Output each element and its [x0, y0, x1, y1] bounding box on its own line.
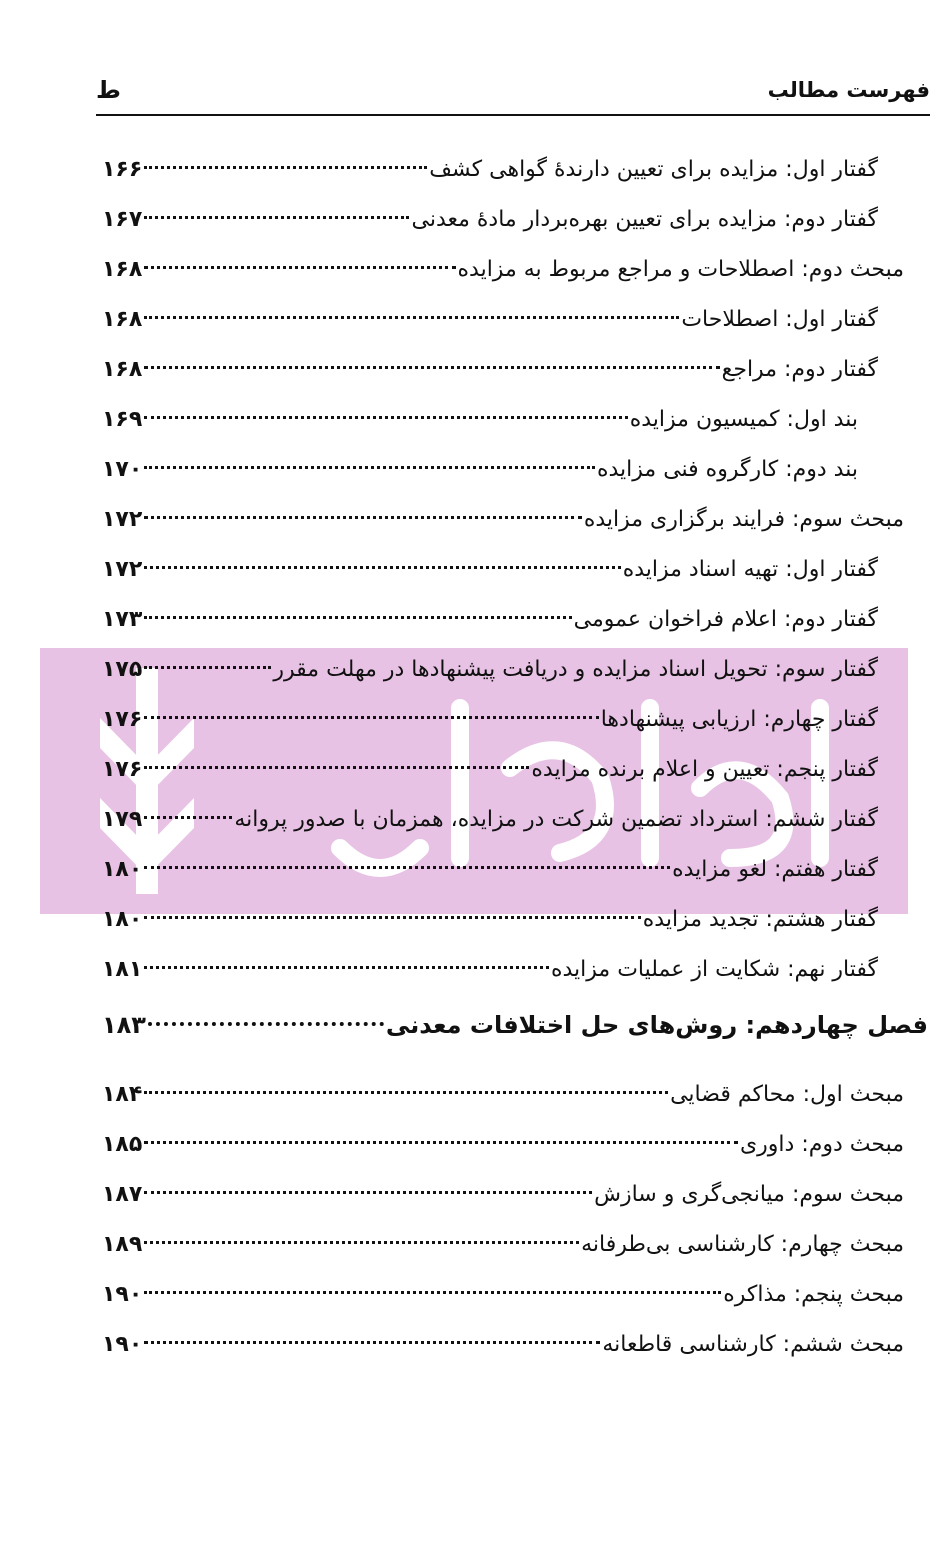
toc-page-number: ۱۷۶ — [102, 757, 143, 782]
toc-page-number: ۱۸۷ — [102, 1182, 143, 1207]
toc-page-number: ۱۷۰ — [102, 457, 143, 482]
toc-entry — [102, 246, 904, 282]
toc-dot-leader — [144, 646, 271, 676]
toc-entry-label: گفتار هفتم: لغو مزایده — [672, 857, 878, 882]
toc-entry-label: مبحث پنجم: مذاکره — [723, 1282, 904, 1307]
toc-entry-label: گفتار نهم: شکایت از عملیات مزایده — [550, 957, 878, 982]
toc-entry — [102, 846, 878, 882]
toc-dot-leader — [144, 446, 595, 476]
toc-entry — [102, 346, 878, 382]
toc-entry-label: گفتار دوم: مزایده برای تعیین بهره‌بردار مادهٔ معدنی — [411, 207, 878, 232]
toc-dot-leader — [144, 546, 620, 576]
toc-entry-label: مبحث سوم: فرایند برگزاری مزایده — [583, 507, 904, 532]
toc-entry-label: گفتار ششم: استرداد تضمین شرکت در مزایده، همزمان با صدور پروانه — [234, 807, 878, 832]
toc-dot-leader — [144, 246, 455, 276]
toc-entry — [102, 196, 878, 232]
toc-dot-leader — [144, 496, 582, 526]
toc-entry — [102, 1121, 904, 1157]
toc-entry-label: مبحث چهارم: کارشناسی بی‌طرفانه — [581, 1232, 904, 1257]
toc-entry-label: گفتار هشتم: تجدید مزایده — [642, 907, 878, 932]
toc-dot-leader — [144, 696, 598, 726]
toc-entry — [102, 746, 878, 782]
toc-dot-leader — [144, 346, 719, 376]
toc-entry-label: گفتار اول: مزایده برای تعیین دارندهٔ گواهی کشف — [429, 157, 878, 182]
toc-entry-label: گفتار دوم: اعلام فراخوان عمومی — [573, 607, 878, 632]
toc-entry — [102, 796, 878, 832]
toc-page-number: ۱۸۵ — [102, 1132, 143, 1157]
toc-entry — [102, 1271, 904, 1307]
toc-entry — [102, 1171, 904, 1207]
toc-entry — [102, 946, 878, 982]
toc-dot-leader — [144, 1321, 600, 1351]
toc-page-number: ۱۹۰ — [102, 1332, 143, 1357]
toc-page-number: ۱۷۲ — [102, 507, 143, 532]
toc-entry-label: گفتار اول: تهیه اسناد مزایده — [622, 557, 878, 582]
toc-page-number: ۱۷۳ — [102, 607, 143, 632]
toc-entry-label: گفتار دوم: مراجع — [721, 357, 878, 382]
toc-entry-label: گفتار اول: اصطلاحات — [681, 307, 878, 332]
toc-page-number: ۱۸۰ — [102, 907, 143, 932]
toc-entry-label: مبحث اول: محاکم قضایی — [670, 1082, 904, 1107]
toc-entry — [102, 1071, 904, 1107]
toc-entry — [102, 896, 878, 932]
toc-entry — [102, 1221, 904, 1257]
toc-entry-label: مبحث دوم: اصطلاحات و مراجع مربوط به مزایده — [457, 257, 904, 282]
toc-page-number: ۱۸۳ — [102, 1011, 146, 1039]
toc-entry-label: گفتار چهارم: ارزیابی پیشنهادها — [600, 707, 878, 732]
toc-dot-leader — [144, 196, 409, 226]
toc-dot-leader — [144, 896, 640, 926]
toc-dot-leader — [144, 1121, 738, 1151]
toc-entry — [102, 496, 904, 532]
toc-chapter-row — [102, 1003, 928, 1039]
toc-entry-label: مبحث سوم: میانجی‌گری و سازش — [594, 1182, 904, 1207]
toc-dot-leader — [144, 396, 627, 426]
toc-entry-label: بند اول: کمیسیون مزایده — [629, 407, 858, 432]
toc-entry — [102, 546, 878, 582]
toc-entry — [102, 396, 858, 432]
page-header-title: فهرست مطالب — [767, 78, 930, 102]
page-header-letter: ط — [96, 76, 121, 104]
toc-page-number: ۱۶۹ — [102, 407, 143, 432]
toc-page-number: ۱۶۶ — [102, 157, 143, 182]
toc-page-number: ۱۶۸ — [102, 307, 143, 332]
toc-entry — [102, 296, 878, 332]
toc-page-number: ۱۷۵ — [102, 657, 143, 682]
toc-page-number: ۱۶۷ — [102, 207, 143, 232]
toc-entry-label: گفتار سوم: تحویل اسناد مزایده و دریافت پیشنهادها در مهلت مقرر — [273, 657, 878, 682]
toc-page-number: ۱۸۱ — [102, 957, 143, 982]
toc-entry — [102, 696, 878, 732]
toc-dot-leader — [144, 846, 670, 876]
toc-page-number: ۱۷۶ — [102, 707, 143, 732]
toc-dot-leader — [144, 1171, 592, 1201]
toc-page-number: ۱۶۸ — [102, 257, 143, 282]
toc-dot-leader — [144, 596, 571, 626]
toc-page-number: ۱۸۰ — [102, 857, 143, 882]
toc-dot-leader — [148, 1003, 384, 1033]
toc-dot-leader — [144, 796, 232, 826]
toc-entry — [102, 146, 878, 182]
toc-page-number: ۱۶۸ — [102, 357, 143, 382]
toc-entry — [102, 1321, 904, 1357]
toc-dot-leader — [144, 1271, 721, 1301]
toc-page-number: ۱۷۲ — [102, 557, 143, 582]
toc-entry — [102, 446, 858, 482]
toc-dot-leader — [144, 1071, 668, 1101]
toc-page-number: ۱۷۹ — [102, 807, 143, 832]
toc-dot-leader — [144, 946, 549, 976]
toc-dot-leader — [144, 296, 679, 326]
toc-page-number: ۱۹۰ — [102, 1282, 143, 1307]
toc-dot-leader — [144, 146, 427, 176]
toc-page-number: ۱۸۹ — [102, 1232, 143, 1257]
toc-entry-label: بند دوم: کارگروه فنی مزایده — [596, 457, 858, 482]
toc-entry-label: مبحث دوم: داوری — [739, 1132, 904, 1157]
toc-entry-label: فصل چهاردهم: روش‌های حل اختلافات معدنی — [385, 1011, 928, 1039]
toc-entry — [102, 596, 878, 632]
toc-dot-leader — [144, 746, 529, 776]
toc-page-number: ۱۸۴ — [102, 1082, 143, 1107]
toc-entry — [102, 646, 878, 682]
toc-dot-leader — [144, 1221, 579, 1251]
toc-entry-label: مبحث ششم: کارشناسی قاطعانه — [602, 1332, 904, 1357]
toc-entry-label: گفتار پنجم: تعیین و اعلام برنده مزایده — [531, 757, 878, 782]
